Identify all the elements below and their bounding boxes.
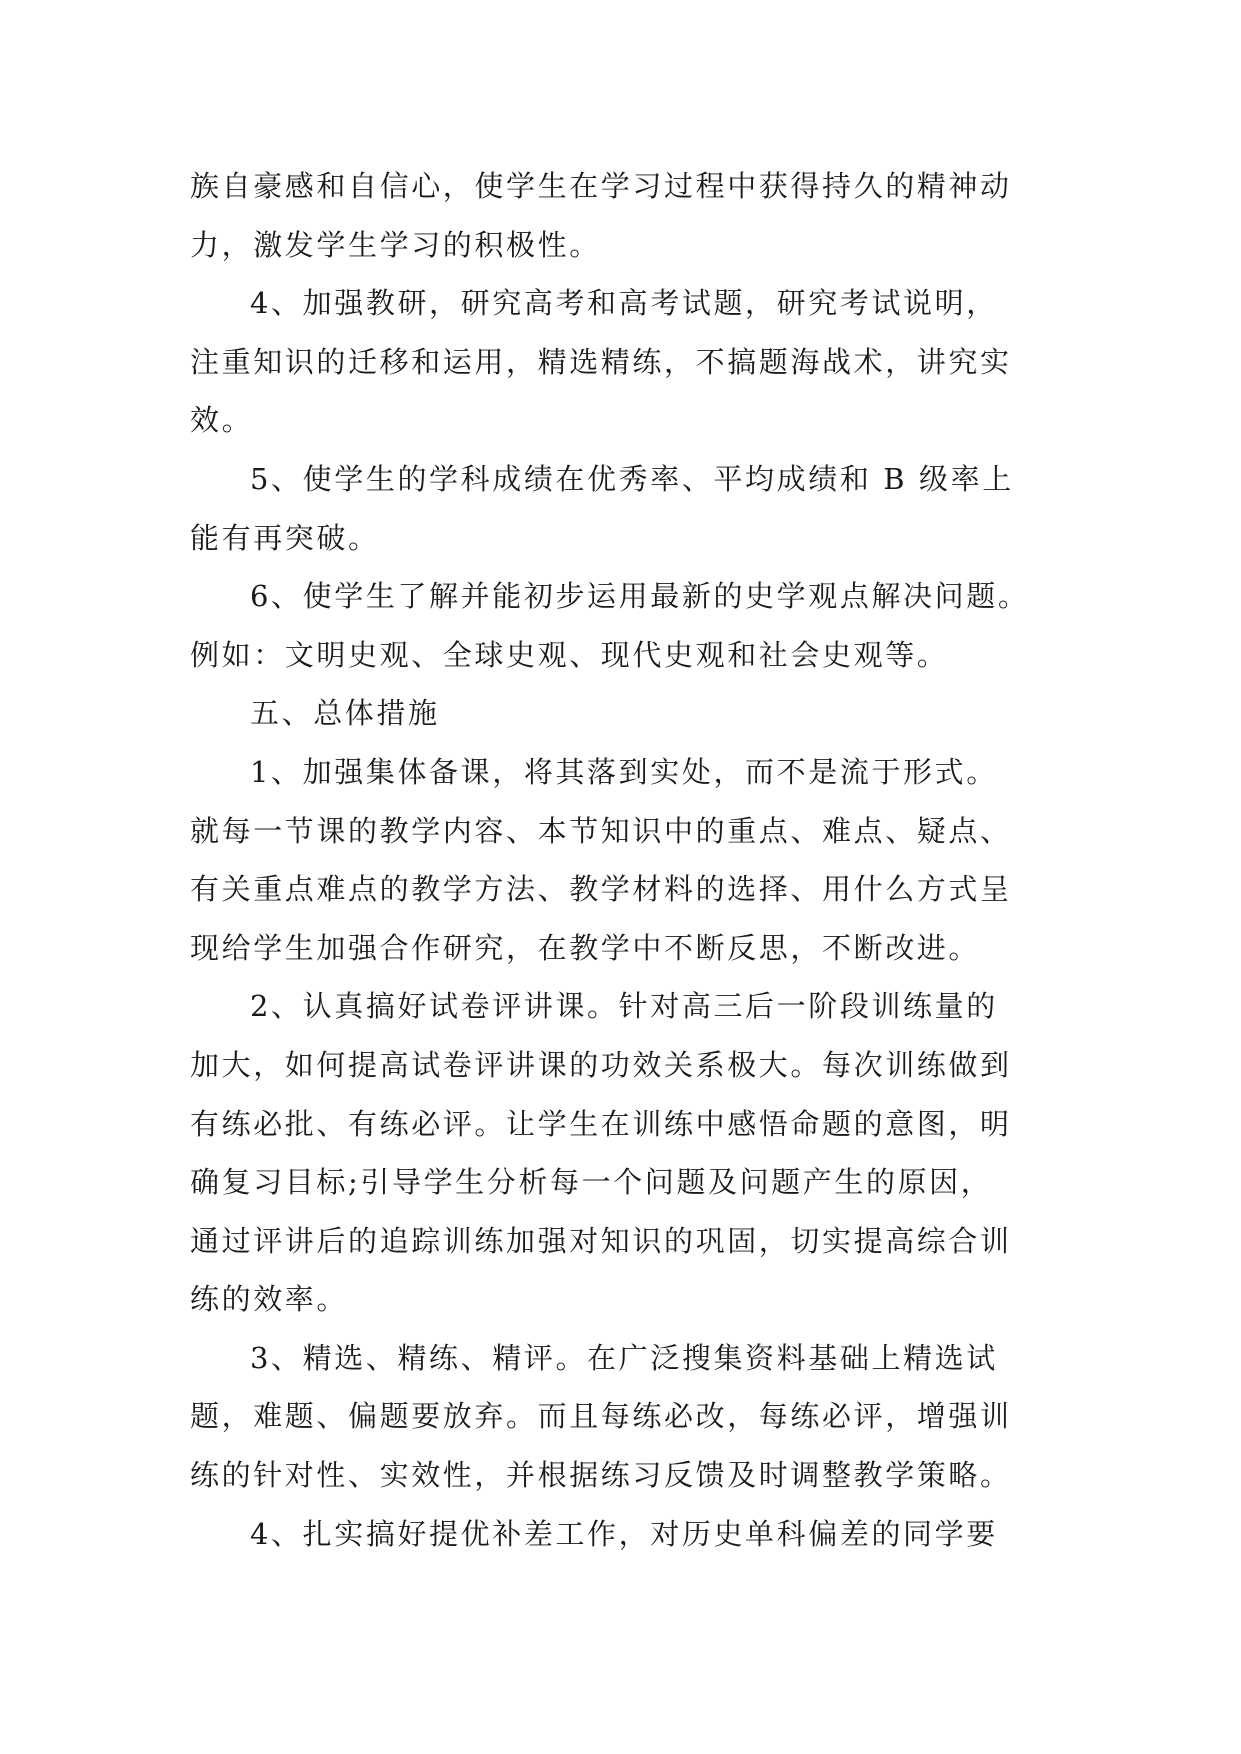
text-line: 有关重点难点的教学方法、教学材料的选择、用什么方式呈	[190, 872, 1012, 907]
text-line: 5、使学生的学科成绩在优秀率、平均成绩和 B 级率上	[250, 461, 1014, 496]
text-line: 能有再突破。	[190, 520, 380, 555]
text-line: 6、使学生了解并能初步运用最新的史学观点解决问题。	[250, 579, 1030, 614]
text-line: 确复习目标;引导学生分析每一个问题及问题产生的原因，	[190, 1165, 993, 1200]
text-line: 3、精选、精练、精评。在广泛搜集资料基础上精选试	[250, 1340, 998, 1375]
text-line: 现给学生加强合作研究，在教学中不断反思，不断改进。	[190, 930, 981, 965]
section-heading: 五、总体措施	[250, 696, 440, 731]
text-line: 加大，如何提高试卷评讲课的功效关系极大。每次训练做到	[190, 1047, 1012, 1082]
text-line: 效。	[190, 403, 254, 438]
text-line: 2、认真搞好试卷评讲课。针对高三后一阶段训练量的	[250, 989, 998, 1024]
text-line: 例如：文明史观、全球史观、现代史观和社会史观等。	[190, 637, 949, 672]
text-line: 有练必批、有练必评。让学生在训练中感悟命题的意图，明	[190, 1106, 1012, 1141]
text-line: 1、加强集体备课，将其落到实处，而不是流于形式。	[250, 754, 998, 789]
text-line: 练的针对性、实效性，并根据练习反馈及时调整教学策略。	[190, 1458, 1012, 1493]
text-line: 4、加强教研，研究高考和高考试题，研究考试说明，	[250, 286, 998, 321]
text-line: 就每一节课的教学内容、本节知识中的重点、难点、疑点、	[190, 813, 1012, 848]
text-line: 4、扎实搞好提优补差工作，对历史单科偏差的同学要	[250, 1516, 998, 1551]
text-line: 题，难题、偏题要放弃。而且每练必改，每练必评，增强训	[190, 1399, 1012, 1434]
text-line: 练的效率。	[190, 1282, 349, 1317]
document-body	[190, 157, 1070, 1563]
text-line: 族自豪感和自信心，使学生在学习过程中获得持久的精神动	[190, 169, 1012, 203]
text-line: 力，激发学生学习的积极性。	[190, 227, 601, 262]
text-line: 通过评讲后的追踪训练加强对知识的巩固，切实提高综合训	[190, 1223, 1012, 1258]
text-line: 注重知识的迁移和运用，精选精练，不搞题海战术，讲究实	[190, 344, 1012, 379]
